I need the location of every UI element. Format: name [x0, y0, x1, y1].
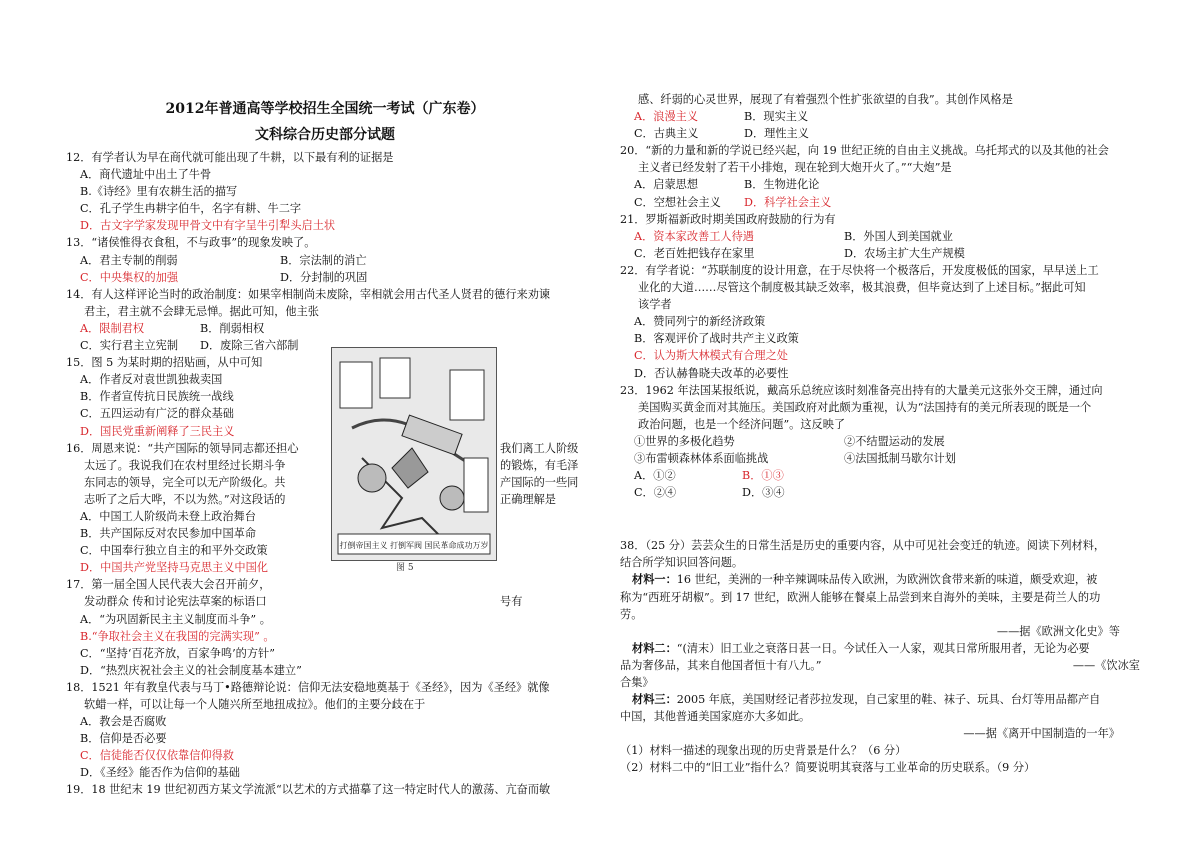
exam-title: 2012年普通高等学校招生全国统一考试（广东卷）: [165, 101, 485, 117]
q38-material1-line1: [620, 571, 1140, 588]
q15-option-b: B．作者宣传抗日民族统一战线: [80, 390, 234, 404]
q23-items-12: [620, 433, 1140, 450]
q23-line1: 23．1962 年法国某报纸说，戴高乐总统应该时刻准备亮出持有的大量美元这张外交王牌，通过向: [620, 383, 1103, 397]
q16-option-b: B．共产国际反对农民参加中国革命: [80, 527, 257, 541]
q16-text-l3r: 产国际的一些同: [500, 475, 579, 489]
q23-option-a: A．①②: [634, 469, 676, 483]
material2-label: 材料二：: [632, 640, 677, 655]
q19-option-d: D．理性主义: [744, 127, 809, 141]
q21-option-b: B．外国人到美国就业: [844, 229, 953, 243]
q23-option-d: D．③④: [742, 486, 785, 500]
figure-5-poster: [331, 347, 497, 561]
q17-text-l2: 发动群众 传和讨论宪法草案的标语口: [84, 595, 267, 609]
q22-option-d: D．否认赫鲁晓夫改革的必要性: [634, 366, 789, 380]
q23-line3: 政治问题，也是一个经济问题”。这反映了: [638, 417, 846, 431]
q14-option-c: C．实行君主立宪制: [80, 339, 179, 353]
q17-option-c: C．“坚持‘百花齐放，百家争鸣’的方针”: [80, 646, 275, 660]
q16-text-l1: 16．周恩来说：“共产国际的领导同志都还担心: [66, 441, 299, 455]
q23-item-1: ①世界的多极化趋势: [634, 434, 735, 448]
q22-option-c-answer: C．认为斯大林模式有合理之处: [634, 349, 788, 363]
q16-text-l3: 东同志的领导，完全可以无产阶级化。共: [84, 475, 286, 489]
q12-option-b: B.《诗经》里有农耕生活的描写: [80, 185, 238, 199]
q16-text-l1r: 我们离工人阶级: [500, 441, 579, 455]
q13-options-ab: [66, 252, 564, 269]
q15-option-d-answer: D．国民党重新阐释了三民主义: [80, 424, 235, 438]
q17-line1: 17．第一届全国人民代表大会召开前夕，: [66, 578, 271, 592]
material2-source: ——《饮冰室: [1072, 658, 1140, 672]
q20-line2: 主义者已经发射了若干小排炮，现在轮到大炮开火了。”“大炮”是: [638, 161, 952, 175]
q38-question-2: （2）材料二中的“旧工业”指什么？简要说明其衰落与工业革命的历史联系。（9 分）: [620, 761, 1036, 775]
q17-text-l2r: 号有: [500, 595, 523, 609]
q16-text-l2r: 的锻炼，有毛泽: [500, 458, 579, 472]
q14-option-d: D．废除三省六部制: [200, 339, 299, 353]
q19-options-cd: [620, 125, 1140, 142]
q23-item-4: ④法国抵制马歇尔计划: [844, 451, 956, 465]
q23-option-b-answer: B．①③: [742, 469, 784, 483]
q16-text-l2: 太远了。我说我们在农村里经过长期斗争: [84, 458, 286, 472]
q21-stem: 21．罗斯福新政时期美国政府鼓励的行为有: [620, 212, 836, 226]
q17-option-b-answer: B.“争取社会主义在我国的完满实现” 。: [80, 629, 275, 643]
q21-options-cd: [620, 245, 1140, 262]
q20-option-a: A．启蒙思想: [634, 178, 699, 192]
q17-option-d: D．“热烈庆祝社会主义的社会制度基本建立”: [80, 663, 302, 677]
poster-illustration: [332, 348, 496, 560]
material3-text-l1: 2005 年底，美国财经记者莎拉发现，自己家里的鞋、袜子、玩具、台灯等用品都产自: [676, 693, 1101, 707]
q13-stem: 13．“诸侯惟得衣食租，不与政事”的现象发映了。: [66, 236, 316, 250]
q22-option-a: A．赞同列宁的新经济政策: [634, 315, 766, 329]
q20-options-ab: [620, 176, 1140, 193]
q38-material2-line3: 合集》: [620, 676, 654, 689]
q22-line2: 业化的大道……尽管这个制度极其缺乏效率，极其浪费，但毕竟达到了上述目标。”据此可知: [638, 281, 1086, 295]
q18-option-d: D．《圣经》能否作为信仰的基础: [80, 766, 240, 780]
q38-line2: 结合所学知识回答问题。: [620, 556, 744, 570]
q13-option-a: A．君主专制的削弱: [80, 253, 178, 267]
q12-option-a: A．商代遗址中出土了牛骨: [80, 168, 212, 182]
q14-options-ab: [66, 320, 564, 337]
q38-material1-line3: 劳。: [620, 607, 643, 621]
q16-text-l4r: 正确理解是: [500, 492, 556, 506]
q18-line1: 18．1521 年有教皇代表与马丁•路德辩论说：信仰无法安稳地奠基于《圣经》，因为《圣经》就像: [66, 680, 550, 694]
poster-slogan: 打倒帝国主义 打倒军阀 国民革命成功万岁: [339, 541, 489, 550]
q12-stem: 12．有学者认为早在商代就可能出现了牛耕，以下最有利的证据是: [66, 151, 394, 164]
q14-option-b: B．削弱相权: [200, 321, 265, 335]
right-column: [620, 91, 1140, 777]
material1-label: 材料一：: [632, 572, 677, 587]
q15-option-c: C．五四运动有广泛的群众基础: [80, 407, 234, 421]
q16-option-c: C．中国奉行独立自主的和平外交政策: [80, 544, 268, 558]
q21-option-c: C．老百姓把钱存在家里: [634, 246, 755, 260]
q38-material1-line2: 称为“西班牙胡椒”。到 17 世纪，欧洲人能够在餐桌上品尝到来自海外的美味，主要是荷兰人的功: [620, 590, 1101, 604]
q18-option-b: B．信仰是否必要: [80, 732, 167, 746]
material1-text-l1: 16 世纪，美洲的一种辛辣调味品传入欧洲，为欧洲饮食带来新的味道，颇受欢迎，被: [676, 573, 1098, 587]
q38-material3-source: ——据《离开中国制造的一年》: [963, 727, 1120, 741]
exam-subtitle: 文科综合历史部分试题: [255, 127, 395, 143]
q19-option-b: B．现实主义: [744, 110, 809, 124]
q19-option-a-answer: A．浪漫主义: [634, 110, 699, 124]
q19-line2: 感、纤弱的心灵世界，展现了有着强烈个性扩张欲望的自我”。其创作风格是: [638, 93, 1013, 106]
q38-material3-line1: [620, 691, 1140, 708]
q23-items-34: [620, 450, 1140, 467]
q15-stem: 15．图 5 为某时期的招贴画，从中可知: [66, 356, 263, 370]
q14-option-a-answer: A．限制君权: [80, 321, 145, 335]
q19-option-c: C．古典主义: [634, 127, 699, 141]
q38-line1: 38．（25 分）芸芸众生的日常生活是历史的重要内容，从中可见社会变迁的轨迹。阅读下列材料，: [620, 539, 1106, 553]
q23-options-ab: [620, 467, 1140, 484]
q13-options-cd: [66, 269, 564, 286]
q23-item-2: ②不结盟运动的发展: [844, 434, 945, 448]
q15-option-a: A．作者反对袁世凯独裁卖国: [80, 373, 223, 387]
q20-option-c: C．空想社会主义: [634, 195, 721, 209]
q21-option-d: D．农场主扩大生产规模: [844, 246, 965, 260]
q12-option-c: C．孔子学生冉耕字伯牛，名字有耕、牛二字: [80, 202, 302, 216]
q20-options-cd: [620, 194, 1140, 211]
q16-text-l4: 志听了之后大哗，不以为然。”对这段话的: [84, 492, 286, 506]
material3-label: 材料三：: [632, 692, 677, 707]
q38-material3-line2: 中国，其他普通美国家庭亦大多如此。: [620, 710, 811, 724]
q14-stem-line2: 君主，君主就不会肆无忌惮。据此可知，他主张: [84, 304, 319, 318]
q21-option-a-answer: A．资本家改善工人待遇: [634, 229, 754, 243]
q23-line2: 美国购买黄金而对其施压。美国政府对此颇为重视，认为“法国持有的美元所表现的既是一个: [638, 400, 1092, 414]
figure-caption: 图 5: [396, 563, 414, 573]
q13-option-b: B．宗法制的消亡: [280, 253, 367, 267]
q22-option-b: B．客观评价了战时共产主义政策: [634, 332, 799, 346]
q18-line2: 软蜡一样，可以让每一个人随兴所至地扭成拉》。他们的主要分歧在于: [84, 698, 426, 711]
q38-material2-line1: [620, 640, 1140, 657]
q22-line3: 该学者: [638, 298, 672, 312]
q21-options-ab: [620, 228, 1140, 245]
q38-material2-line2: [620, 657, 1140, 674]
q20-option-d-answer: D．科学社会主义: [744, 195, 832, 209]
q19-line1: 19．18 世纪末 19 世纪初西方某文学流派“以艺术的方式描摹了这一特定时代人的激荡、亢奋而敏: [66, 783, 551, 797]
q38-question-1: （1）材料一描述的现象出现的历史背景是什么？（6 分）: [620, 744, 907, 758]
q13-option-c-answer: C．中央集权的加强: [80, 270, 179, 284]
q20-option-b: B．生物进化论: [744, 178, 820, 192]
q19-options-ab: [620, 108, 1140, 125]
q22-line1: 22．有学者说：“苏联制度的设计用意，在于尽快将一个极落后，开发度极低的国家，早早送上工: [620, 263, 1099, 277]
q13-option-d: D．分封制的巩固: [280, 270, 368, 284]
q17-option-a: A．“为巩固新民主主义制度而斗争” 。: [80, 612, 271, 626]
q20-line1: 20．“新的力量和新的学说已经兴起，向 19 世纪正统的自由主义挑战。乌托邦式的以及其他的社会: [620, 144, 1109, 158]
q23-option-c: C．②④: [634, 486, 677, 500]
material2-text-l1: “(清末）旧工业之衰落日甚一日。今试任入一人家，观其日常所服用者，无论为必要: [676, 641, 1090, 655]
spacer: [620, 501, 1140, 537]
q14-stem-line1: 14．有人这样评论当时的政治制度：如果宰相制尚未废除，宰相就会用古代圣人贤君的德行来劝谏: [66, 287, 551, 301]
q17-line2: [66, 593, 564, 610]
material2-text-l2: 品为奢侈品，其来自他国者恒十有八九。”: [620, 658, 822, 672]
q23-item-3: ③布雷顿森林体系面临挑战: [634, 451, 769, 465]
q18-option-c-answer: C．信徒能否仅仅依靠信仰得救: [80, 749, 234, 763]
q18-option-a: A．教会是否腐败: [80, 715, 167, 729]
q16-option-a: A．中国工人阶级尚未登上政治舞台: [80, 509, 256, 523]
q38-material1-source: ——据《欧洲文化史》等: [996, 624, 1120, 638]
q23-options-cd: [620, 484, 1140, 501]
q12-option-d-answer: D．古文字学家发现甲骨文中有字呈牛引犁头启土状: [80, 219, 336, 233]
q16-option-d-answer: D．中国共产党坚持马克思主义中国化: [80, 561, 268, 575]
